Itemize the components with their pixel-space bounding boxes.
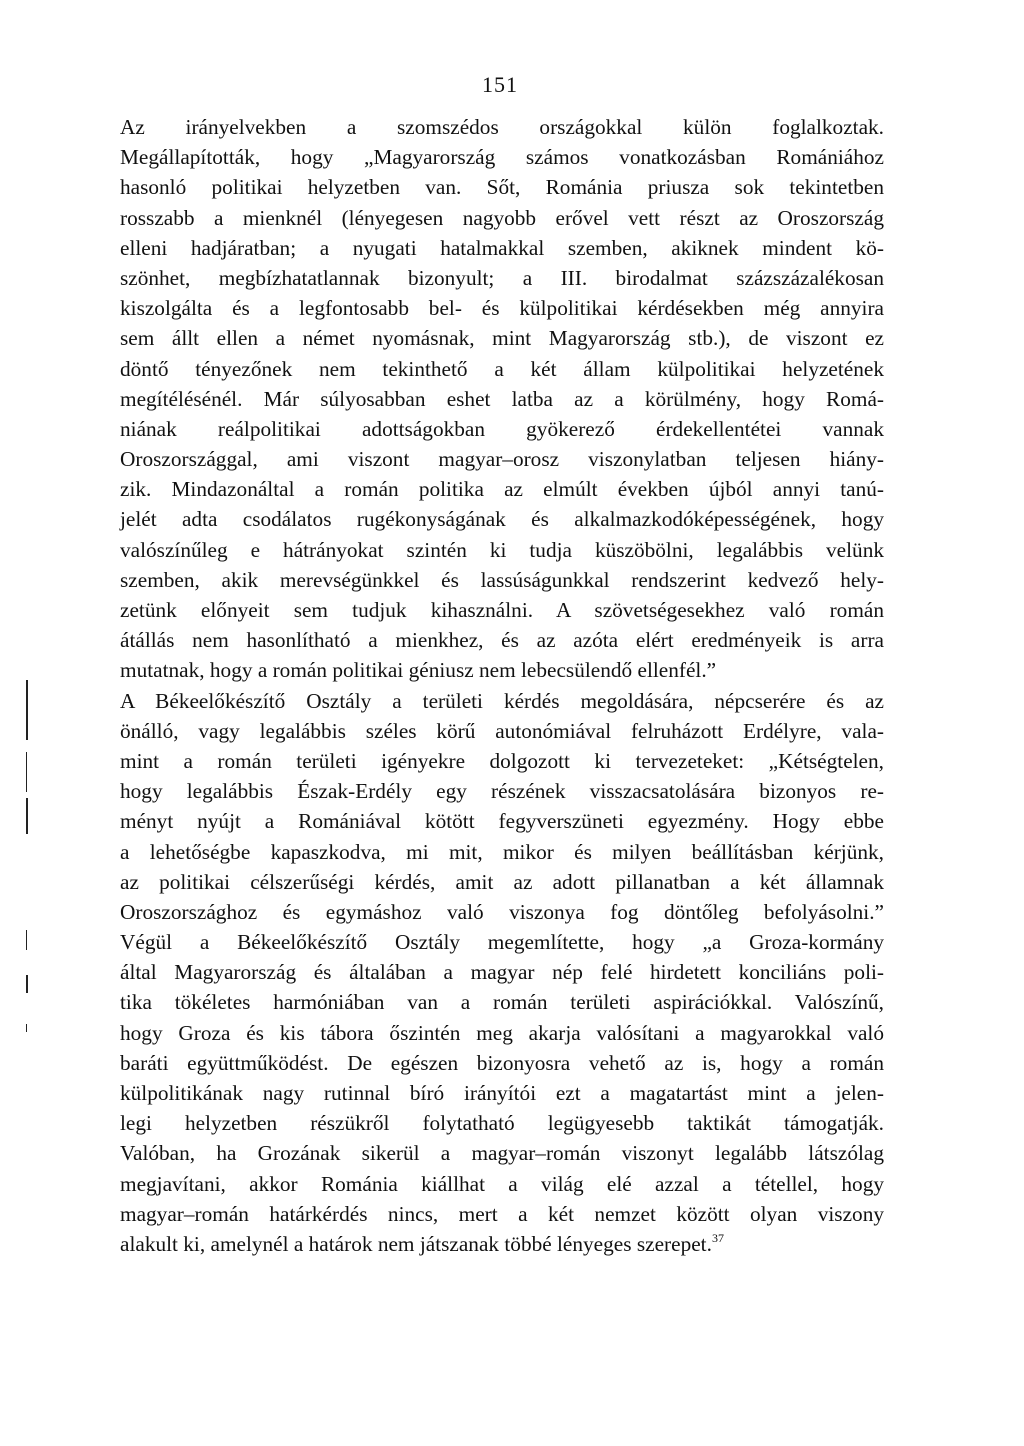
margin-mark: [26, 1024, 27, 1032]
margin-mark: [26, 798, 28, 834]
text-line: Az irányelvekben a szomszédos országokkal külön foglalkoztak.: [120, 115, 884, 139]
text-line: jelét adta csodálatos rugékonyságának és alkalmazkodóképességének, hogy: [120, 507, 884, 532]
text-line: zetünk előnyeit sem tudjuk kihasználni. A szövetségesekhez való román: [120, 598, 884, 622]
text-line: sem állt ellen a német nyomásnak, mint Magyarország stb.), de viszont ez: [120, 326, 884, 351]
text-line: legi helyzetben részükről folytatható legügyesebb taktikát támogatják.: [120, 1111, 884, 1136]
text-line: hogy legalábbis Észak-Erdély egy részének visszacsatolására bizonyos re-: [120, 779, 884, 804]
text-line: megjavítani, akkor Románia kiállhat a világ elé azzal a tétellel, hogy: [120, 1171, 884, 1196]
text-line: elleni hadjáratban; a nyugati hatalmakkal szemben, akiknek mindent kö-: [120, 235, 884, 260]
body-text: [120, 112, 884, 1259]
text-line: által Magyarország és általában a magyar nép felé hirdetett konciliáns poli-: [120, 960, 884, 985]
text-line: A Békeelőkészítő Osztály a területi kérdés megoldására, népcserére és az: [120, 688, 884, 713]
text-line: baráti együttműködést. De egészen bizonyosra vehető az is, hogy a román: [120, 1050, 884, 1075]
text-line: megítélésénél. Már súlyosabban eshet latba az a körülmény, hogy Romá-: [120, 386, 884, 411]
text-line: hogy Groza és kis tábora őszintén meg akarja valósítani a magyarokkal való: [120, 1020, 884, 1045]
text-line: döntő tényezőnek nem tekinthető a két állam külpolitikai helyzetének: [120, 356, 884, 381]
text-line: Valóban, ha Grozának sikerül a magyar–román viszonyt legalább látszólag: [120, 1141, 884, 1166]
text-line: az politikai célszerűségi kérdés, amit az adott pillanatban a két államnak: [120, 869, 884, 894]
margin-mark: [26, 752, 27, 792]
text-line: niának reálpolitikai adottságokban gyökerező érdekellentétei vannak: [120, 416, 884, 441]
text-line: önálló, vagy legalábbis széles körű autonómiával felruházott Erdélyre, vala-: [120, 718, 884, 743]
margin-mark: [26, 975, 28, 993]
text-line: hasonló politikai helyzetben van. Sőt, Románia priusza sok tekintetben: [120, 175, 884, 200]
text-line: átállás nem hasonlítható a mienkhez, és az azóta elért eredményeik is arra: [120, 628, 884, 653]
text-line: szönhet, megbízhatatlannak bizonyult; a III. birodalmat százszázalékosan: [120, 265, 884, 290]
margin-mark: [26, 930, 27, 950]
text-line: ményt nyújt a Romániával kötött fegyverszüneti egyezmény. Hogy ebbe: [120, 809, 884, 834]
text-line: zik. Mindazonáltal a román politika az elmúlt években újból annyi tanú-: [120, 477, 884, 502]
text-line: Végül a Békeelőkészítő Osztály megemlítette, hogy „a Groza-kormány: [120, 930, 884, 955]
text-line: mint a román területi igényekre dolgozott ki tervezeteket: „Kétségtelen,: [120, 748, 884, 773]
text-line: külpolitikának nagy rutinnal bíró irányítói ezt a magatartást mint a jelen-: [120, 1081, 884, 1105]
text-line: mutatnak, hogy a román politikai géniusz nem lebecsülendő ellenfél.”: [120, 658, 717, 683]
text-line: Megállapították, hogy „Magyarország számos vonatkozásban Romániához: [120, 145, 884, 170]
text-line: rosszabb a mienknél (lényegesen nagyobb erővel vett részt az Oroszország: [120, 205, 884, 230]
margin-mark: [26, 680, 28, 740]
text-line: magyar–román határkérdés nincs, mert a két nemzet között olyan viszony: [120, 1201, 884, 1226]
text-line: valószínűleg e hátrányokat szintén ki tudja küszöbölni, legalábbis velünk: [120, 537, 884, 562]
text-line-final: [120, 1229, 884, 1259]
text-line: szemben, akik merevségünkkel és lassúságunkkal rendszerint kedvező hely-: [120, 567, 884, 592]
text-line: Oroszországhoz és egymáshoz való viszonya fog döntőleg befolyásolni.”: [120, 899, 884, 924]
page-number: 151: [482, 72, 518, 97]
text-line: alakult ki, amelynél a határok nem játszanak többé lényeges szerepet.: [120, 1231, 712, 1256]
text-line: kiszolgálta és a legfontosabb bel- és külpolitikai kérdésekben még annyira: [120, 296, 884, 321]
footnote-reference: 37: [711, 1230, 724, 1245]
text-line: Oroszországgal, ami viszont magyar–orosz viszonylatban teljesen hiány-: [120, 447, 884, 472]
text-line: tika tökéletes harmóniában van a román területi aspirációkkal. Valószínű,: [120, 990, 884, 1015]
text-line: a lehetőségbe kapaszkodva, mi mit, mikor és milyen beállításban kérjünk,: [120, 839, 884, 864]
